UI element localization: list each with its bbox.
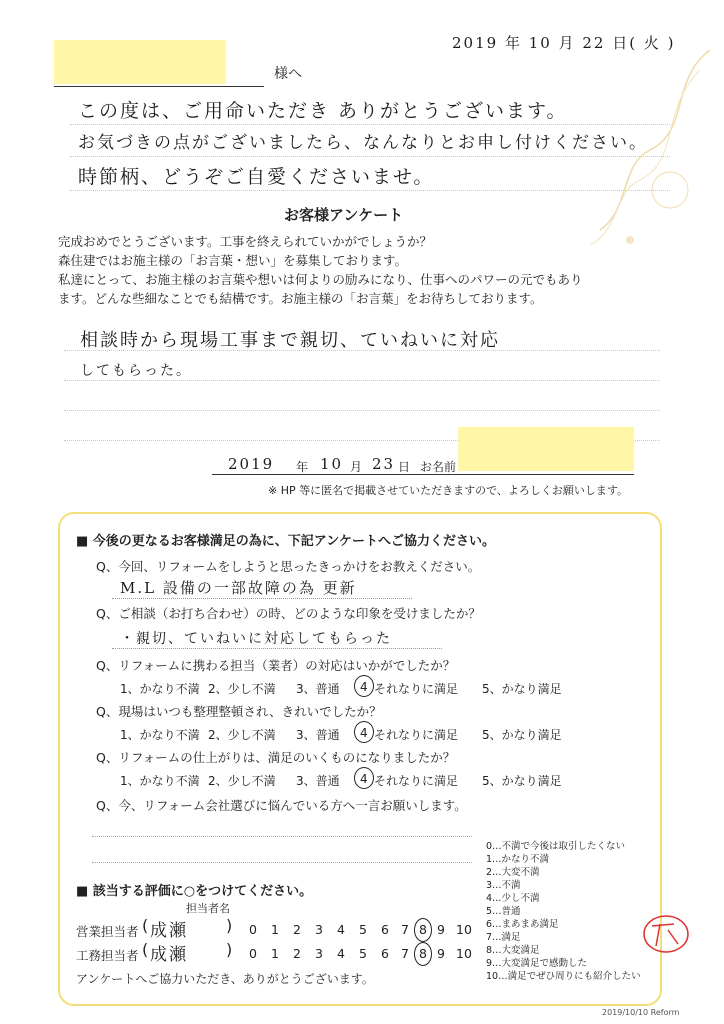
- legend-item: 1…かなり不満: [486, 854, 550, 865]
- question-1: Q、今回、リフォームをしようと思ったきっかけをお教えください。: [96, 559, 481, 574]
- staff-name-label: 担当者名: [186, 902, 230, 915]
- answer-rule: [92, 862, 472, 863]
- rating-0[interactable]: 0: [249, 922, 257, 937]
- answer-rule: [112, 598, 412, 599]
- addressee-suffix: 様へ: [274, 66, 302, 82]
- rating-7[interactable]: 7: [401, 946, 409, 961]
- sales-staff-name: 成瀬: [150, 921, 188, 941]
- selected-circle-mark: [354, 721, 374, 743]
- selected-circle-mark: [414, 942, 432, 966]
- rating-7[interactable]: 7: [401, 922, 409, 937]
- selected-circle-mark: [354, 767, 374, 789]
- question-5: Q、リフォームの仕上がりは、満足のいくものになりましたか？: [96, 750, 456, 765]
- option-4[interactable]: それなりに満足: [374, 774, 459, 788]
- legend-item: 6…まあまあ満足: [486, 919, 559, 930]
- answer-rule: [112, 648, 442, 649]
- legend-item: 3…不満: [486, 880, 521, 891]
- paren-close: ): [226, 916, 233, 935]
- rating-8[interactable]: 8: [419, 922, 427, 937]
- selected-circle-mark: [354, 675, 374, 697]
- rating-5[interactable]: 5: [359, 922, 367, 937]
- option-5[interactable]: 5、かなり満足: [482, 682, 562, 696]
- sign-day: 23: [372, 455, 396, 473]
- legend-item: 10…満足でぜひ周りにも紹介したい: [486, 971, 641, 982]
- letter-rule: [70, 156, 670, 157]
- intro-line: 完成おめでとうございます。工事を終えられていかがでしょうか？: [58, 234, 433, 249]
- intro-line: ます。どんな些細なことでも結構です。お施主様の「お言葉」をお待ちしております。: [58, 291, 543, 306]
- option-4[interactable]: それなりに満足: [374, 728, 459, 742]
- intro-line: 森住建ではお施主様の「お言葉・想い」を募集しております。: [58, 253, 408, 268]
- rating-4[interactable]: 4: [337, 922, 345, 937]
- form-footer: 2019/10/10 Reform: [602, 1008, 680, 1017]
- rating-2[interactable]: 2: [293, 946, 301, 961]
- redacted-name-highlight: [54, 40, 226, 84]
- anonymity-notice: ※ HP 等に匿名で掲載させていただきますので、よろしくお願いします。: [268, 484, 629, 497]
- redacted-signature-highlight: [458, 427, 634, 471]
- comment-line-1: 相談時から現場工事まで親切、ていねいに対応: [80, 330, 500, 351]
- section2-title: ■ 該当する評価に○をつけてください。: [76, 884, 313, 899]
- legend-item: 0…不満で今後は取引したくない: [486, 841, 626, 852]
- legend-item: 8…大変満足: [486, 945, 540, 956]
- sign-underline: [212, 474, 634, 475]
- sign-year: 2019: [228, 455, 275, 473]
- comment-rule: [64, 380, 660, 381]
- rating-4[interactable]: 4: [337, 946, 345, 961]
- rating-6[interactable]: 6: [381, 922, 389, 937]
- red-stamp-icon: [638, 910, 694, 958]
- question-6: Q、今、リフォーム会社選びに悩んでいる方へ一言お願いします。: [96, 798, 467, 813]
- rating-8[interactable]: 8: [419, 946, 427, 961]
- rating-9[interactable]: 9: [437, 922, 445, 937]
- option-4-number[interactable]: 4: [360, 726, 368, 740]
- option-2[interactable]: 2、少し不満: [208, 728, 276, 742]
- rating-1[interactable]: 1: [271, 922, 279, 937]
- works-staff-name: 成瀬: [150, 945, 188, 965]
- comment-rule: [64, 410, 660, 411]
- rating-6[interactable]: 6: [381, 946, 389, 961]
- sign-month: 10: [320, 455, 344, 473]
- works-label: 工務担当者: [76, 948, 139, 963]
- option-2[interactable]: 2、少し不満: [208, 774, 276, 788]
- name-label: お名前: [420, 460, 457, 474]
- sales-label: 営業担当者: [76, 924, 139, 939]
- intro-paragraph: [58, 232, 678, 308]
- letter-line-2: お気づきの点がございましたら、なんなりとお申し付けください。: [78, 133, 648, 153]
- comment-rule: [64, 350, 660, 351]
- option-1[interactable]: 1、かなり不満: [120, 728, 200, 742]
- rating-0[interactable]: 0: [249, 946, 257, 961]
- option-2[interactable]: 2、少し不満: [208, 682, 276, 696]
- question-2: Q、ご相談（お打ち合わせ）の時、どのような印象を受けましたか？: [96, 606, 481, 621]
- legend-item: 2…大変不満: [486, 867, 540, 878]
- rating-9[interactable]: 9: [437, 946, 445, 961]
- option-4[interactable]: それなりに満足: [374, 682, 459, 696]
- paren-open: (: [142, 940, 149, 959]
- selected-circle-mark: [414, 918, 432, 942]
- rating-1[interactable]: 1: [271, 946, 279, 961]
- question-4: Q、現場はいつも整理整頓され、きれいでしたか？: [96, 704, 382, 719]
- paren-close: ): [226, 940, 233, 959]
- comment-line-2: してもらった。: [80, 363, 192, 379]
- rating-3[interactable]: 3: [315, 922, 323, 937]
- header-date: 2019 年 10 月 22 日( 火 ): [452, 34, 676, 52]
- sign-year-label: 年: [296, 460, 309, 474]
- rating-2[interactable]: 2: [293, 922, 301, 937]
- rating-10[interactable]: 10: [456, 922, 472, 937]
- option-3[interactable]: 3、普通: [296, 774, 340, 788]
- option-5[interactable]: 5、かなり満足: [482, 774, 562, 788]
- answer-1: M.L 設備の一部故障の為 更新: [120, 579, 357, 597]
- question-3: Q、リフォームに携わる担当（業者）の対応はいかがでしたか？: [96, 658, 456, 673]
- rating-5[interactable]: 5: [359, 946, 367, 961]
- legend-item: 5…普通: [486, 906, 521, 917]
- option-3[interactable]: 3、普通: [296, 728, 340, 742]
- answer-2: ・親切、ていねいに対応してもらった: [120, 631, 392, 647]
- letter-rule: [70, 124, 670, 125]
- intro-line: 私達にとって、お施主様のお言葉や想いは何よりの励みになり、仕事へのパワーの元でもあり: [58, 272, 583, 287]
- option-3[interactable]: 3、普通: [296, 682, 340, 696]
- answer-rule: [92, 836, 472, 837]
- option-4-number[interactable]: 4: [360, 680, 368, 694]
- addressee-underline: [54, 86, 264, 87]
- sales-rating-scale: [246, 922, 476, 938]
- paren-open: (: [142, 916, 149, 935]
- letter-rule: [70, 190, 670, 191]
- option-1[interactable]: 1、かなり不満: [120, 682, 200, 696]
- works-rating-scale: [246, 946, 476, 962]
- letter-line-3: 時節柄、どうぞご自愛くださいませ。: [78, 166, 435, 188]
- legend-item: 4…少し不満: [486, 893, 540, 904]
- rating-10[interactable]: 10: [456, 946, 472, 961]
- option-1[interactable]: 1、かなり不満: [120, 774, 200, 788]
- rating-legend: [486, 840, 656, 983]
- legend-item: 7…満足: [486, 932, 521, 943]
- thanks-message: アンケートへご協力いただき、ありがとうございます。: [76, 972, 374, 986]
- sign-day-label: 日: [398, 460, 411, 474]
- rating-3[interactable]: 3: [315, 946, 323, 961]
- option-4-number[interactable]: 4: [360, 772, 368, 786]
- option-5[interactable]: 5、かなり満足: [482, 728, 562, 742]
- letter-line-1: この度は、ご用命いただき ありがとうございます。: [78, 100, 568, 122]
- legend-item: 9…大変満足で感動した: [486, 958, 588, 969]
- section1-title: ■ 今後の更なるお客様満足の為に、下記アンケートへご協力ください。: [76, 534, 496, 549]
- sign-month-label: 月: [350, 460, 363, 474]
- survey-title: お客様アンケート: [284, 206, 404, 224]
